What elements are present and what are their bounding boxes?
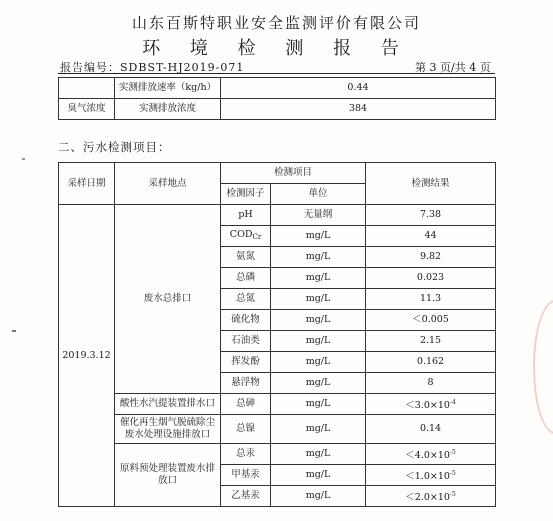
factor-cell: 总氮 [221,289,271,310]
unit-cell: mg/L [271,268,366,289]
table-row [59,205,496,226]
header-result: 检测结果 [366,163,496,205]
table-row [59,78,496,99]
factor-text: COD [229,229,253,240]
table-row [59,99,496,120]
result-cell: ＜0.005 [366,310,496,331]
result-cell [366,394,496,415]
location-cell: 催化再生烟气脱硫除尘废水处理设施排放口 [115,415,221,444]
unit-cell: mg/L [271,289,366,310]
factor-cell [221,226,271,247]
unit-cell: 无量纲 [271,205,366,226]
result-cell: 0.14 [366,415,496,444]
unit-cell: mg/L [271,394,366,415]
scan-mark [12,330,16,332]
factor-cell: 总砷 [221,394,271,415]
result-base: ＜1.0×10 [405,470,450,482]
table-cell: 实测排放速率（kg/h） [115,78,221,99]
result-cell: 2.15 [366,331,496,352]
result-cell [366,486,496,507]
result-exponent: -5 [449,490,456,498]
table-cell: 0.44 [221,78,496,99]
result-base: ＜3.0×10 [405,399,450,411]
unit-cell: mg/L [271,331,366,352]
factor-subscript: Cr [252,233,262,241]
location-cell: 原料预处理装置废水排放口 [115,444,221,507]
header-date: 采样日期 [59,163,115,205]
exhaust-gas-table-continued [58,77,496,120]
factor-cell: 悬浮物 [221,373,271,394]
unit-cell: mg/L [271,415,366,444]
seal-stamp-edge [533,300,553,434]
unit-cell: mg/L [271,373,366,394]
result-base: ＜4.0×10 [405,449,450,461]
table-cell: 384 [221,99,496,120]
header-divider [58,73,495,74]
location-cell: 酸性水汽提装置排水口 [115,394,221,415]
result-cell: 9.82 [366,247,496,268]
table-row [59,444,496,465]
table-row [59,415,496,444]
table-cell [59,78,115,99]
result-cell: 11.3 [366,289,496,310]
header-item-group: 检测项目 [221,163,366,184]
factor-cell: 挥发酚 [221,352,271,373]
unit-cell: mg/L [271,247,366,268]
scan-mark [22,158,25,160]
report-number-value: SDBST-HJ2019-071 [120,61,245,74]
table-cell: 臭气浓度 [59,99,115,120]
report-title: 环 境 检 测 报 告 [142,38,411,59]
result-cell [366,444,496,465]
factor-cell: 总镍 [221,415,271,444]
header-unit: 单位 [271,184,366,205]
result-exponent: -4 [449,398,456,406]
unit-cell: mg/L [271,486,366,507]
section-title: 二、污水检测项目： [58,140,171,154]
report-number-label: 报告编号： [60,61,120,74]
header-factor: 检测因子 [221,184,271,205]
result-base: ＜2.0×10 [405,491,450,503]
header-location: 采样地点 [115,163,221,205]
sampling-date: 2019.3.12 [59,205,115,507]
location-cell: 废水总排口 [115,205,221,394]
result-cell: 7.38 [366,205,496,226]
company-name: 山东百斯特职业安全监测评价有限公司 [131,14,421,32]
table-row [59,394,496,415]
factor-cell: pH [221,205,271,226]
unit-cell: mg/L [271,352,366,373]
unit-cell: mg/L [271,444,366,465]
factor-cell: 总汞 [221,444,271,465]
factor-cell: 总磷 [221,268,271,289]
factor-cell: 甲基汞 [221,465,271,486]
result-exponent: -5 [449,469,456,477]
result-exponent: -5 [449,448,456,456]
factor-cell: 氨氮 [221,247,271,268]
unit-cell: mg/L [271,465,366,486]
table-header-row [59,163,496,184]
wastewater-table [58,162,496,507]
result-cell: 8 [366,373,496,394]
factor-cell: 乙基汞 [221,486,271,507]
table-cell: 实测排放浓度 [115,99,221,120]
unit-cell: mg/L [271,310,366,331]
result-cell: 0.023 [366,268,496,289]
factor-cell: 石油类 [221,331,271,352]
result-cell: 44 [366,226,496,247]
result-cell [366,465,496,486]
unit-cell: mg/L [271,226,366,247]
factor-cell: 硫化物 [221,310,271,331]
result-cell: 0.162 [366,352,496,373]
page-indicator: 第 3 页/共 4 页 [415,61,491,74]
